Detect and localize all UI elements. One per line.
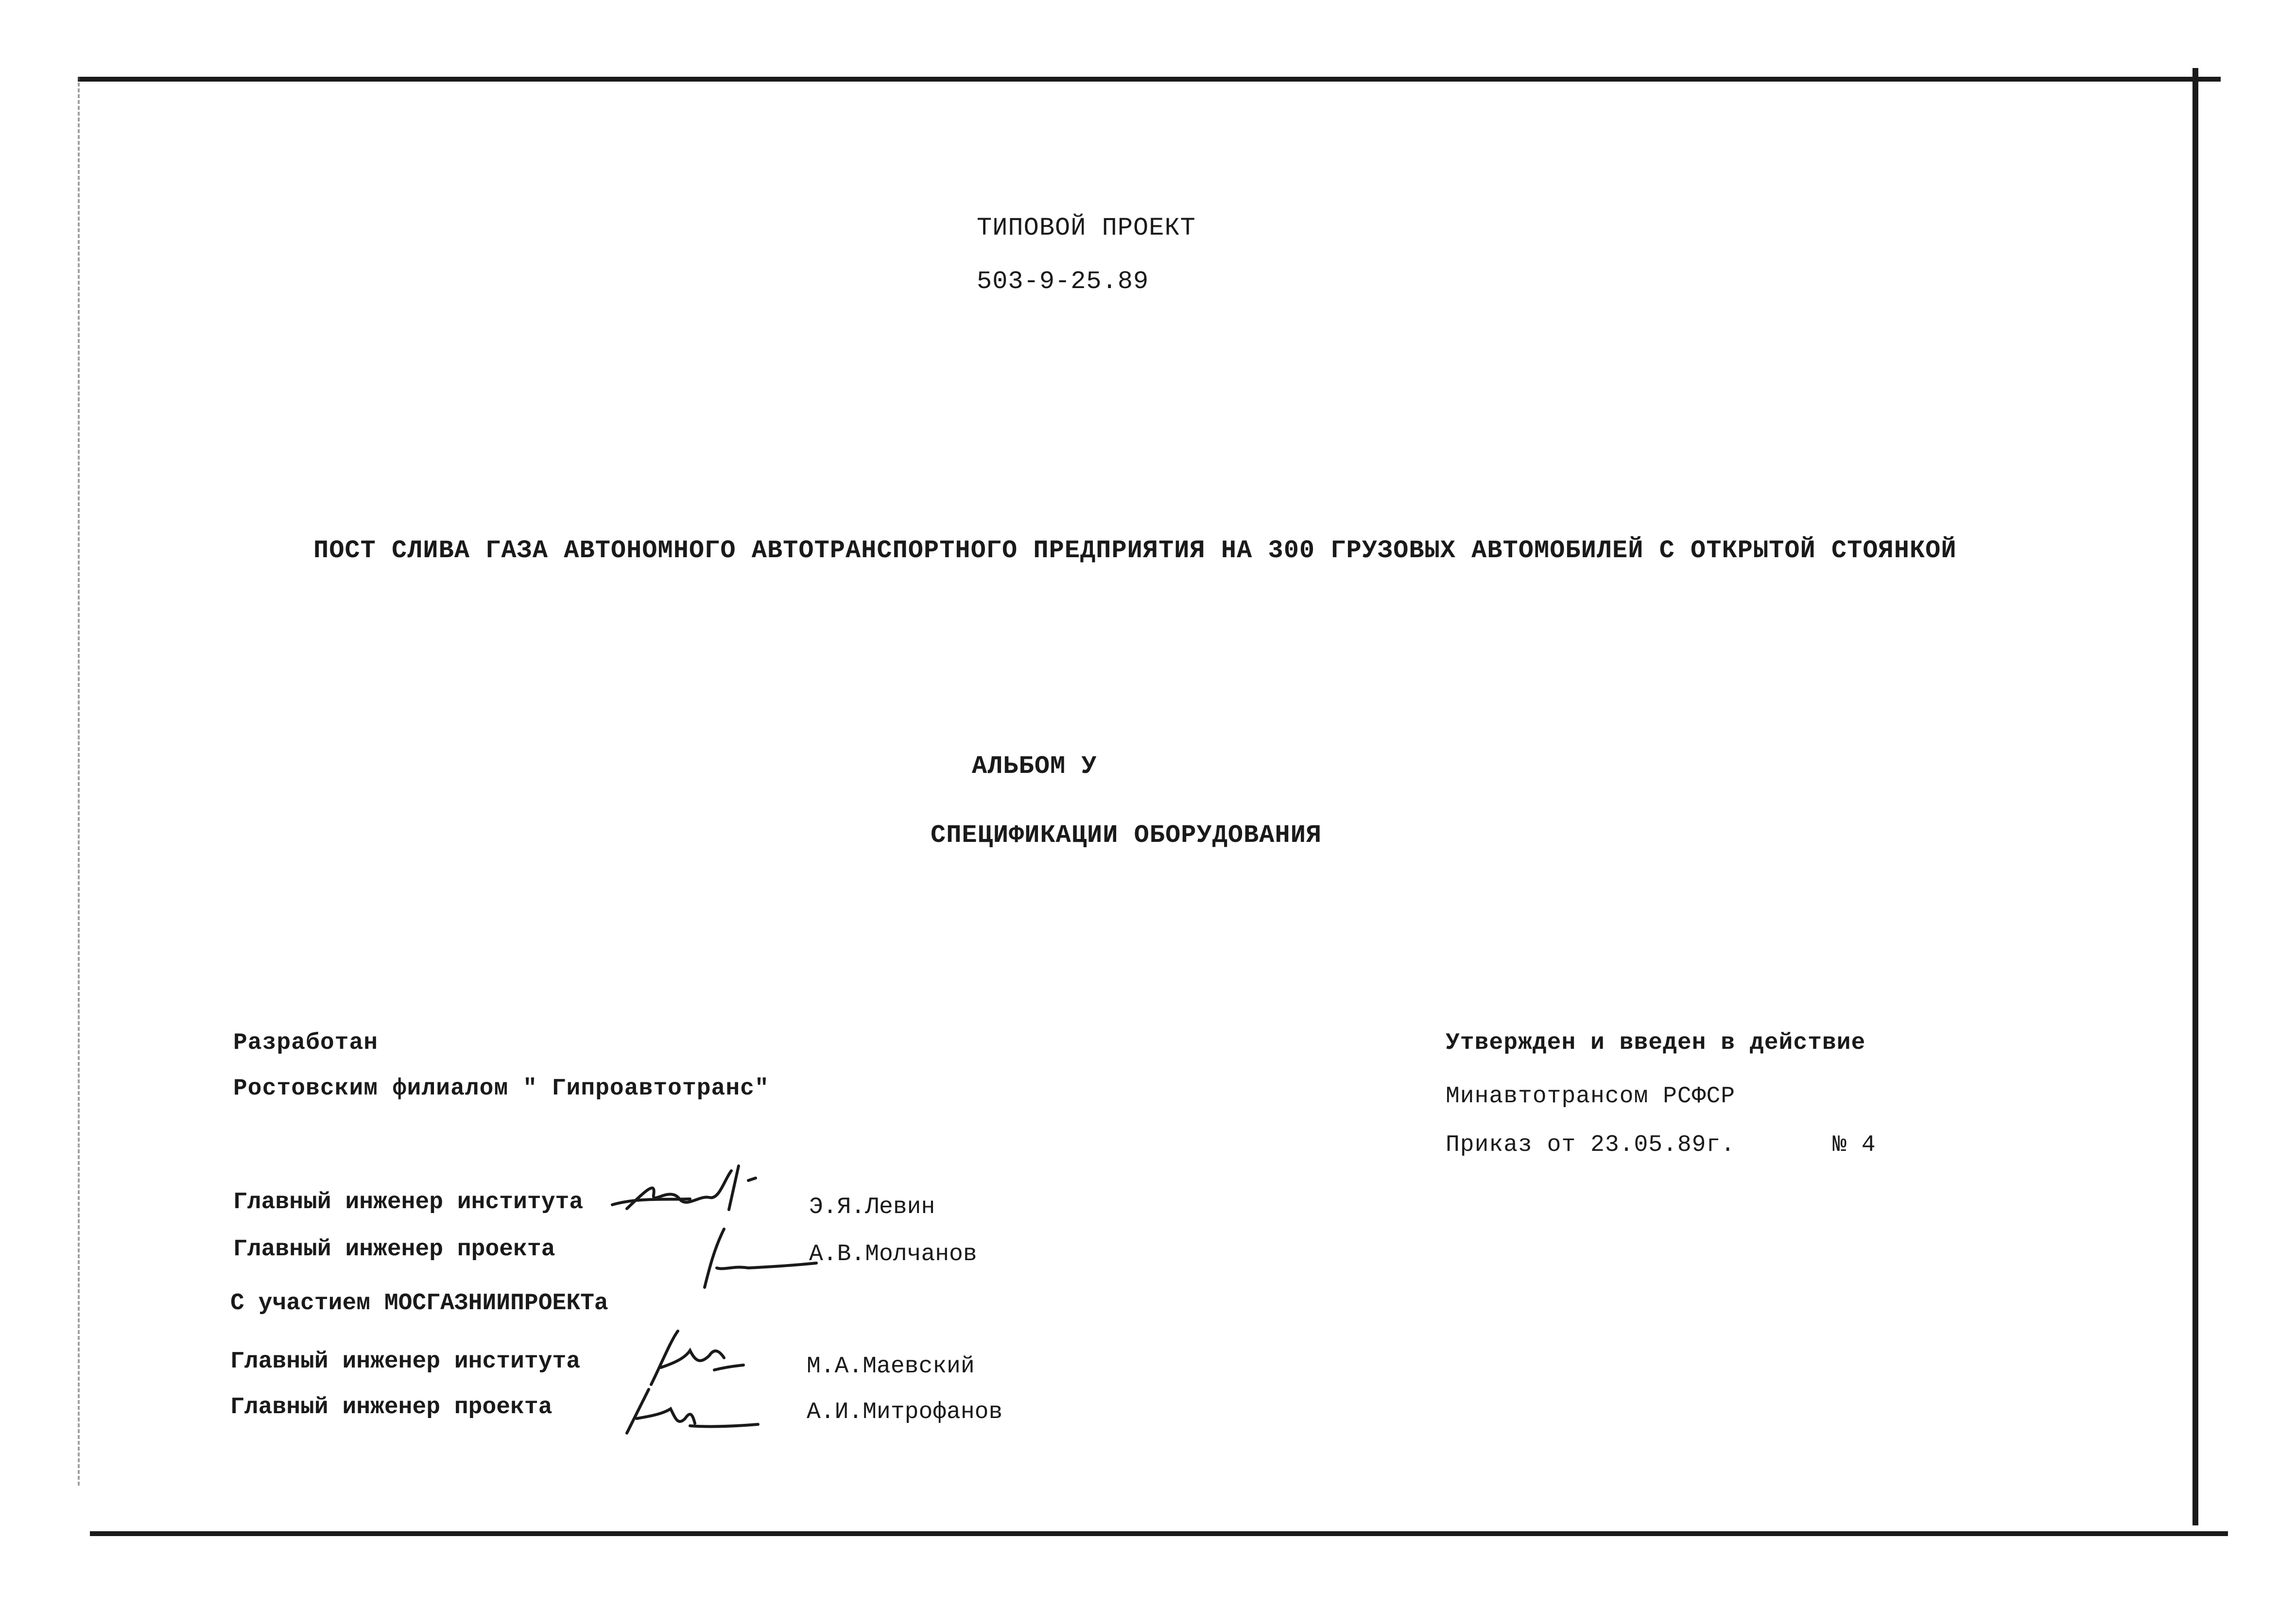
project-number: 503-9-25.89 bbox=[977, 267, 1149, 296]
album-subtitle: СПЕЦИФИКАЦИИ ОБОРУДОВАНИЯ bbox=[931, 821, 1322, 850]
signatory-name: М.А.Маевский bbox=[807, 1353, 975, 1380]
participation-note: С участием МОСГАЗНИИПРОЕКТа bbox=[230, 1290, 608, 1316]
signatory-role: Главный инженер проекта bbox=[230, 1394, 552, 1420]
approval-order-number: № 4 bbox=[1832, 1132, 1876, 1158]
approved-heading: Утвержден и введен в действие bbox=[1446, 1030, 1866, 1056]
document-title: ПОСТ СЛИВА ГАЗА АВТОНОМНОГО АВТОТРАНСПОРТНОГО ПРЕДПРИЯТИЯ НА 300 ГРУЗОВЫХ АВТОМОБИЛЕЙ С ОТКРЫТОЙ СТОЯНКОЙ bbox=[313, 536, 1957, 565]
signatory-role: Главный инженер института bbox=[233, 1189, 584, 1215]
signature-levin bbox=[607, 1151, 782, 1224]
frame-bottom-line bbox=[90, 1531, 2228, 1536]
signatory-name: Э.Я.Левин bbox=[809, 1194, 935, 1220]
frame-top-line bbox=[78, 77, 2221, 82]
developed-by: Ростовским филиалом " Гипроавтотранс" bbox=[233, 1076, 769, 1102]
frame-right-line bbox=[2192, 68, 2198, 1525]
frame-left-line bbox=[78, 77, 82, 1486]
signatory-role: Главный инженер института bbox=[230, 1349, 581, 1375]
signatory-name: А.И.Митрофанов bbox=[807, 1399, 1003, 1425]
signatory-role: Главный инженер проекта bbox=[233, 1236, 555, 1263]
signature-molchanov bbox=[690, 1219, 821, 1292]
signature-mitrofanov bbox=[617, 1380, 763, 1443]
approval-order-date: Приказ от 23.05.89г. bbox=[1446, 1132, 1736, 1158]
approved-by: Минавтотрансом РСФСР bbox=[1446, 1083, 1736, 1110]
approval-order bbox=[1446, 1132, 1876, 1158]
signatory-name: А.В.Молчанов bbox=[809, 1241, 977, 1267]
album-label: АЛЬБОМ У bbox=[972, 752, 1097, 781]
developed-heading: Разработан bbox=[233, 1030, 379, 1056]
project-type-label: ТИПОВОЙ ПРОЕКТ bbox=[977, 214, 1196, 242]
